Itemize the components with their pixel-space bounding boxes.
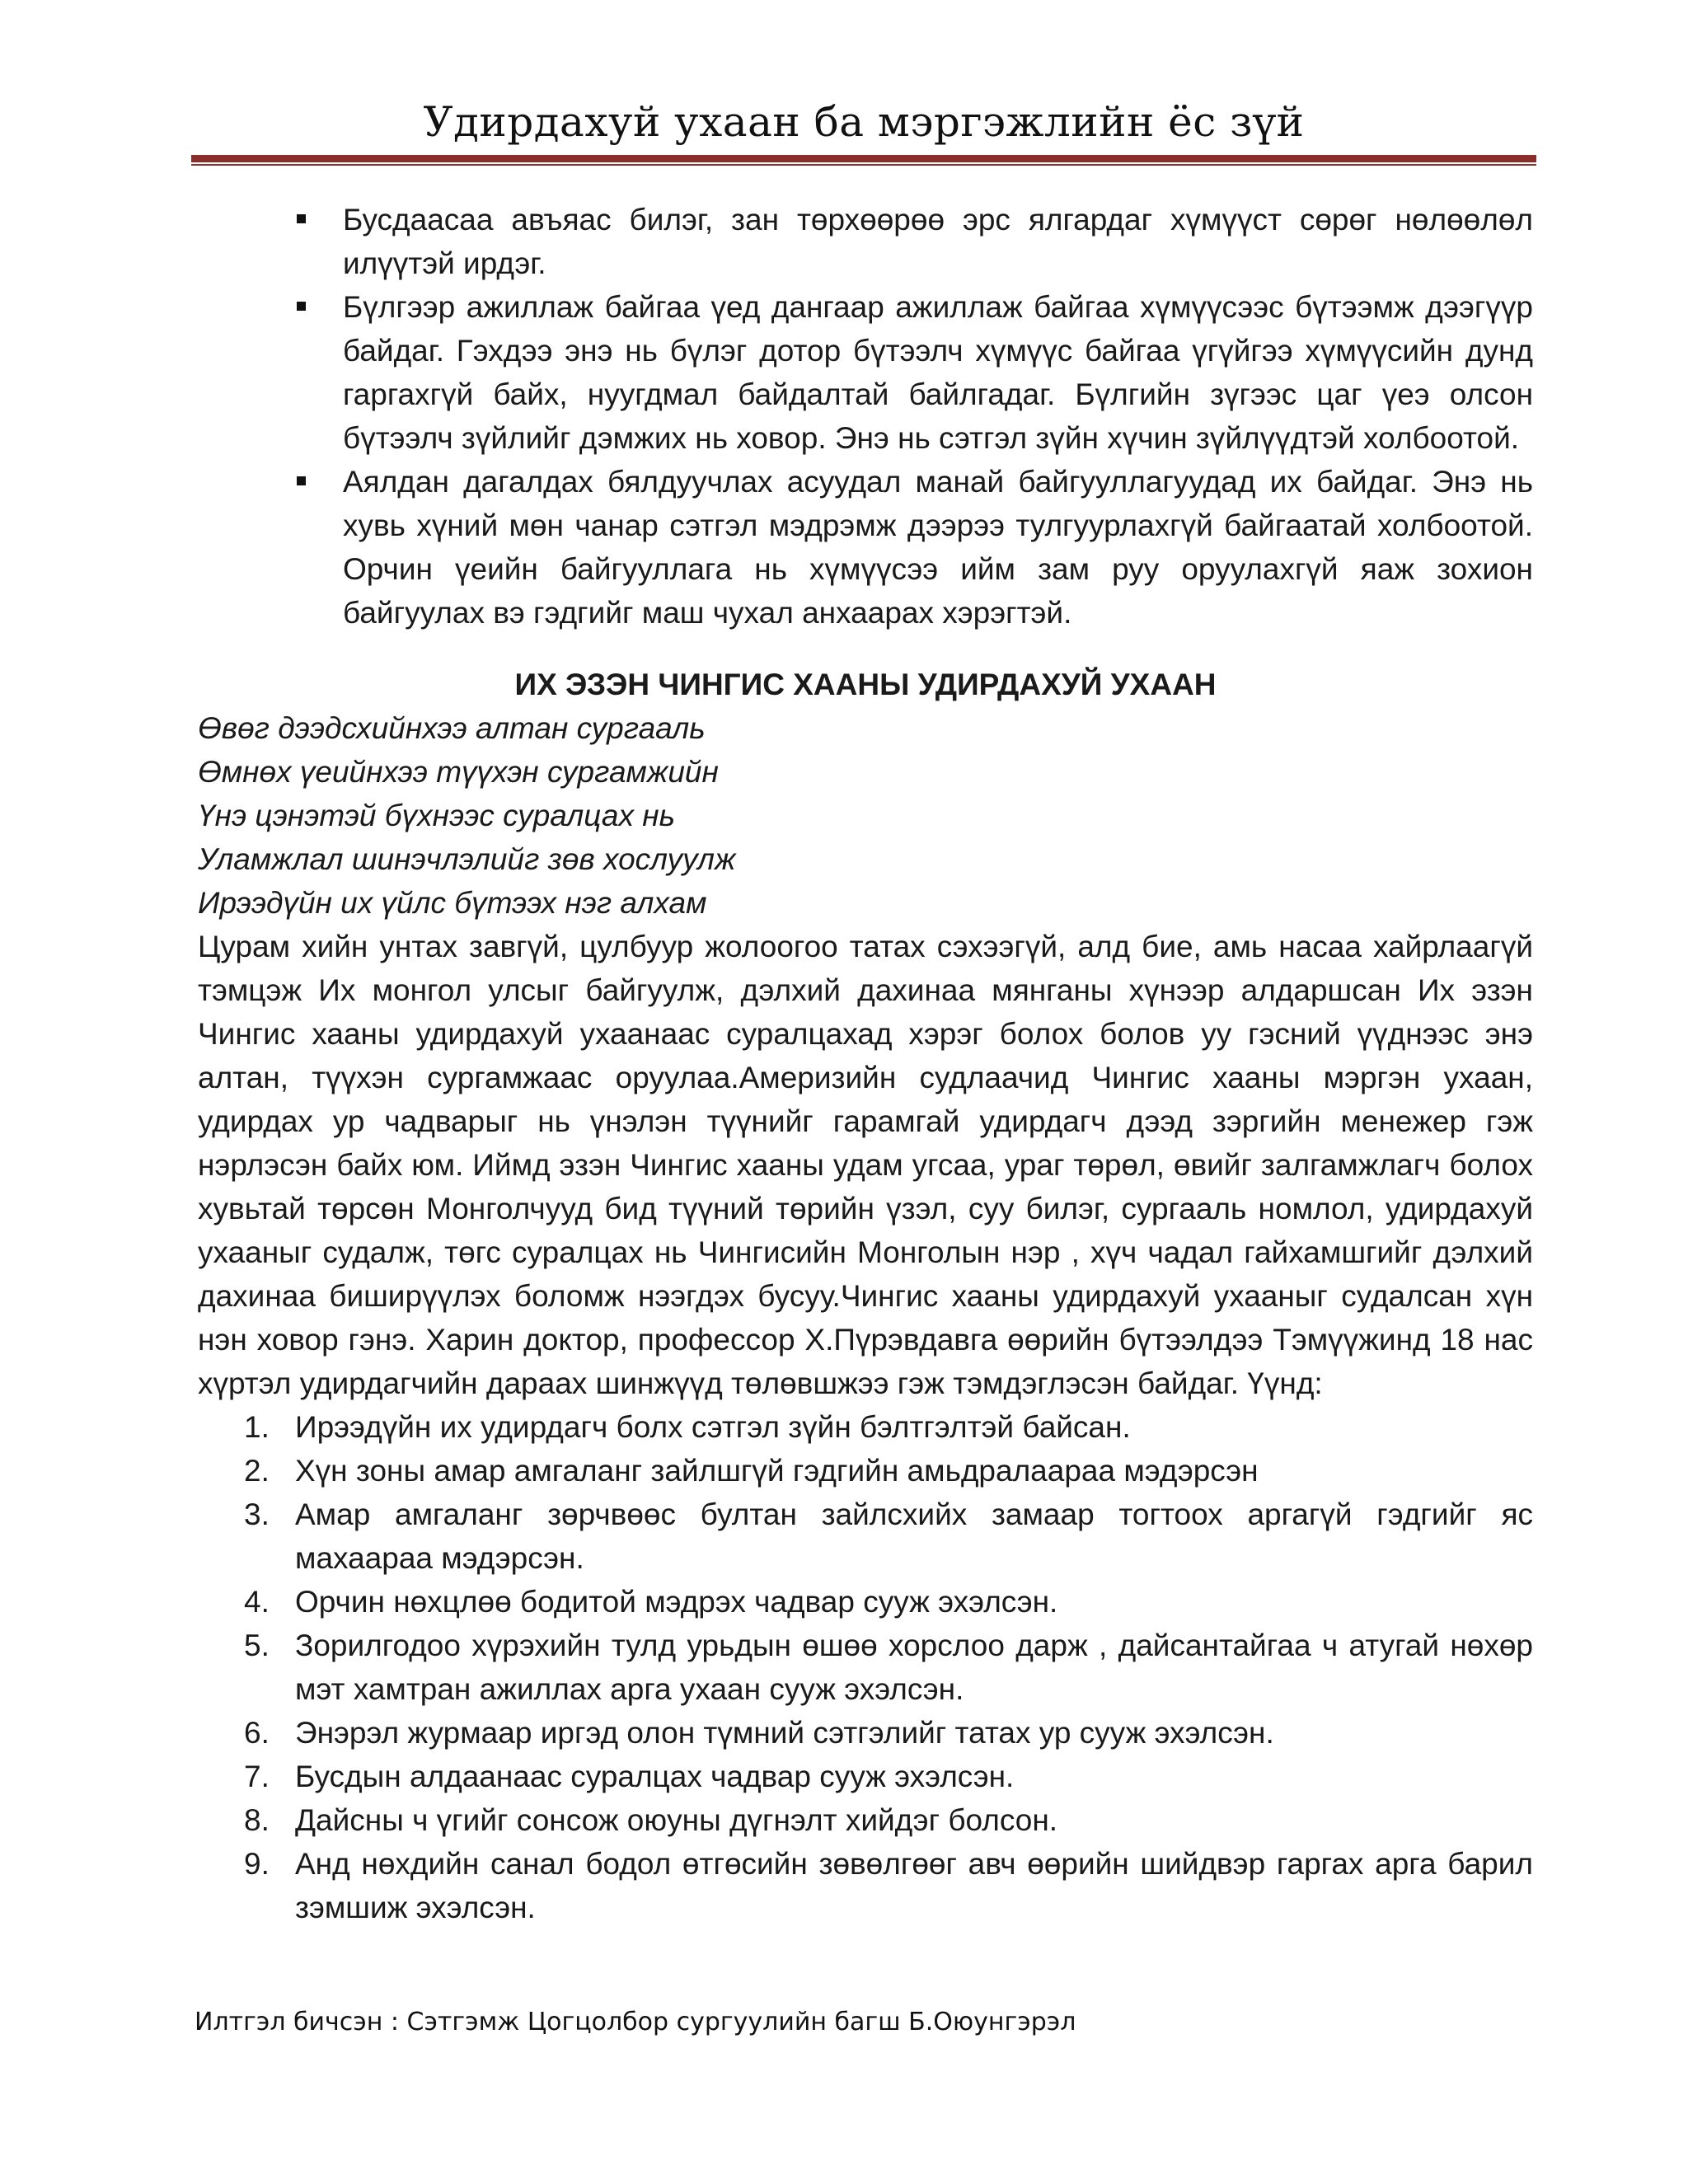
- square-bullet-icon: [297, 476, 306, 485]
- poem: [198, 706, 1533, 925]
- poem-line: Үнэ цэнэтэй бүхнээс суралцах нь: [198, 799, 676, 832]
- list-item-text: Амар амгаланг зөрчвөөс бултан зайлсхийх замаар тогтоох аргагүй гэдгийг яс махаараа мэдэрсэн.: [295, 1497, 1533, 1575]
- numbered-list: [198, 1405, 1533, 1929]
- square-bullet-icon: [297, 214, 306, 223]
- list-item-text: Орчин нөхцлөө бодитой мэдрэх чадвар сууж эхэлсэн.: [295, 1585, 1058, 1619]
- list-number: 7.: [244, 1760, 270, 1793]
- main-content: [198, 198, 1533, 1929]
- list-number: 2.: [244, 1454, 270, 1488]
- page-footer: Илтгэл бичсэн : Сэтгэмж Цогцолбор сургуулийн багш Б.Оюунгэрэл: [195, 2008, 1076, 2036]
- list-item: [244, 1711, 1533, 1755]
- list-item: [244, 1842, 1533, 1929]
- poem-line: Өвөг дээдсхийнхээ алтан сургааль: [198, 711, 706, 745]
- list-number: 3.: [244, 1497, 270, 1531]
- list-item: [244, 1405, 1533, 1449]
- list-number: 8.: [244, 1803, 270, 1837]
- list-number: 5.: [244, 1629, 270, 1662]
- bullet-text: Аялдан дагалдах бялдуучлах асуудал манай байгууллагуудад их байдаг. Энэ нь хувь хүний мөн чанар сэтгэл мэдрэмж дээрээ тулгуурлахгүй байгаатай холбоотой. Орчин үеийн байгууллага нь хүмүүсээ ийм зам руу оруулахгүй яаж зохион байгуулах вэ гэдгийг маш чухал анхаарах хэрэгтэй.: [343, 465, 1533, 630]
- list-item-text: Энэрэл журмаар иргэд олон түмний сэтгэлийг татах ур сууж эхэлсэн.: [295, 1716, 1274, 1750]
- list-item-text: Дайсны ч үгийг сонсож оюуны дүгнэлт хийдэг болсон.: [295, 1803, 1058, 1837]
- square-bullet-icon: [297, 302, 306, 311]
- list-item: [244, 1755, 1533, 1798]
- poem-line: Өмнөх үеийнхээ түүхэн сургамжийн: [198, 755, 719, 789]
- poem-line: Ирээдүйн их үйлс бүтээх нэг алхам: [198, 886, 707, 920]
- header-rule: [191, 155, 1536, 162]
- section-heading: ИХ ЭЗЭН ЧИНГИС ХААНЫ УДИРДАХУЙ УХААН: [514, 668, 1217, 701]
- list-item: [244, 1624, 1533, 1711]
- list-number: 1.: [244, 1410, 270, 1444]
- bullet-item: [343, 285, 1533, 460]
- bullet-item: [343, 460, 1533, 635]
- list-item-text: Бусдын алдаанаас суралцах чадвар сууж эхэлсэн.: [295, 1760, 1015, 1793]
- poem-line: Уламжлал шинэчлэлийг зөв хослуулж: [198, 842, 736, 876]
- list-item: [244, 1798, 1533, 1842]
- list-item: [244, 1580, 1533, 1624]
- list-number: 6.: [244, 1716, 270, 1750]
- list-item: [244, 1493, 1533, 1580]
- bullet-text: Бүлгээр ажиллаж байгаа үед дангаар ажиллаж байгаа хүмүүсээс бүтээмж дээгүүр байдаг. Гэхдээ энэ нь бүлэг дотор бүтээлч хүмүүс байгаа үгүйгээ хүмүүсийн дунд гаргахгүй байх, нуугдмал байдалтай байлгадаг. Бүлгийн зүгээс цаг үеэ олсон бүтээлч зүйлийг дэмжих нь ховор. Энэ нь сэтгэл зүйн хүчин зүйлүүдтэй холбоотой.: [343, 290, 1533, 455]
- list-item-text: Анд нөхдийн санал бодол өтгөсийн зөвөлгөөг авч өөрийн шийдвэр гаргах арга барил зэмшиж эхэлсэн.: [295, 1847, 1533, 1924]
- list-number: 9.: [244, 1847, 270, 1881]
- bullet-item: [343, 198, 1533, 285]
- header-rule-thin: [191, 164, 1536, 166]
- list-number: 4.: [244, 1585, 270, 1619]
- body-paragraph: Цурам хийн унтах завгүй, цулбуур жолоогоо татах сэхээгүй, алд бие, амь насаа хайрлаагүй тэмцэж Их монгол улсыг байгуулж, дэлхий дахинаа мянганы хүнээр алдаршсан Их эзэн Чингис хааны удирдахуй ухаанаас суралцахад хэрэг болох болов уу гэсний үүднээс энэ алтан, түүхэн сургамжаас оруулаа.Америзийн судлаачид Чингис хааны мэргэн ухаан, удирдах ур чадварыг нь үнэлэн түүнийг гарамгай удирдагч дээд зэргийн менежер гэж нэрлэсэн байх юм. Иймд эзэн Чингис хааны удам угсаа, ураг төрөл, өвийг залгамжлагч болох хувьтай төрсөн Монголчууд бид түүний төрийн үзэл, суу билэг, сургааль номлол, удирдахуй ухааныг судалж, төгс суралцах нь Чингисийн Монголын нэр , хүч чадал гайхамшгийг дэлхий дахинаа биширүүлэх боломж нээгдэх бусуу.Чингис хааны удирдахуй ухааныг судалсан хүн нэн ховор гэнэ. Харин доктор, профессор Х.Пүрэвдавга өөрийн бүтээлдээ Тэмүүжинд 18 нас хүртэл удирдагчийн дараах шинжүүд төлөвшжээ гэж тэмдэглэсэн байдаг. Үүнд:: [198, 930, 1533, 1400]
- list-item-text: Зорилгодоо хүрэхийн тулд урьдын өшөө хорслоо дарж , дайсантайгаа ч атугай нөхөр мэт хамтран ажиллах арга ухаан сууж эхэлсэн.: [295, 1629, 1533, 1706]
- page-header-title: Удирдахуй ухаан ба мэргэжлийн ёс зүй: [423, 98, 1305, 146]
- list-item: [244, 1449, 1533, 1493]
- bullet-text: Бусдаасаа авъяас билэг, зан төрхөөрөө эрс ялгардаг хүмүүст сөрөг нөлөөлөл илүүтэй ирдэг.: [343, 203, 1533, 280]
- bullet-list: [198, 198, 1533, 635]
- list-item-text: Хүн зоны амар амгаланг зайлшгүй гэдгийн амьдралаараа мэдэрсэн: [295, 1454, 1259, 1488]
- list-item-text: Ирээдүйн их удирдагч болх сэтгэл зүйн бэлтгэлтэй байсан.: [295, 1410, 1131, 1444]
